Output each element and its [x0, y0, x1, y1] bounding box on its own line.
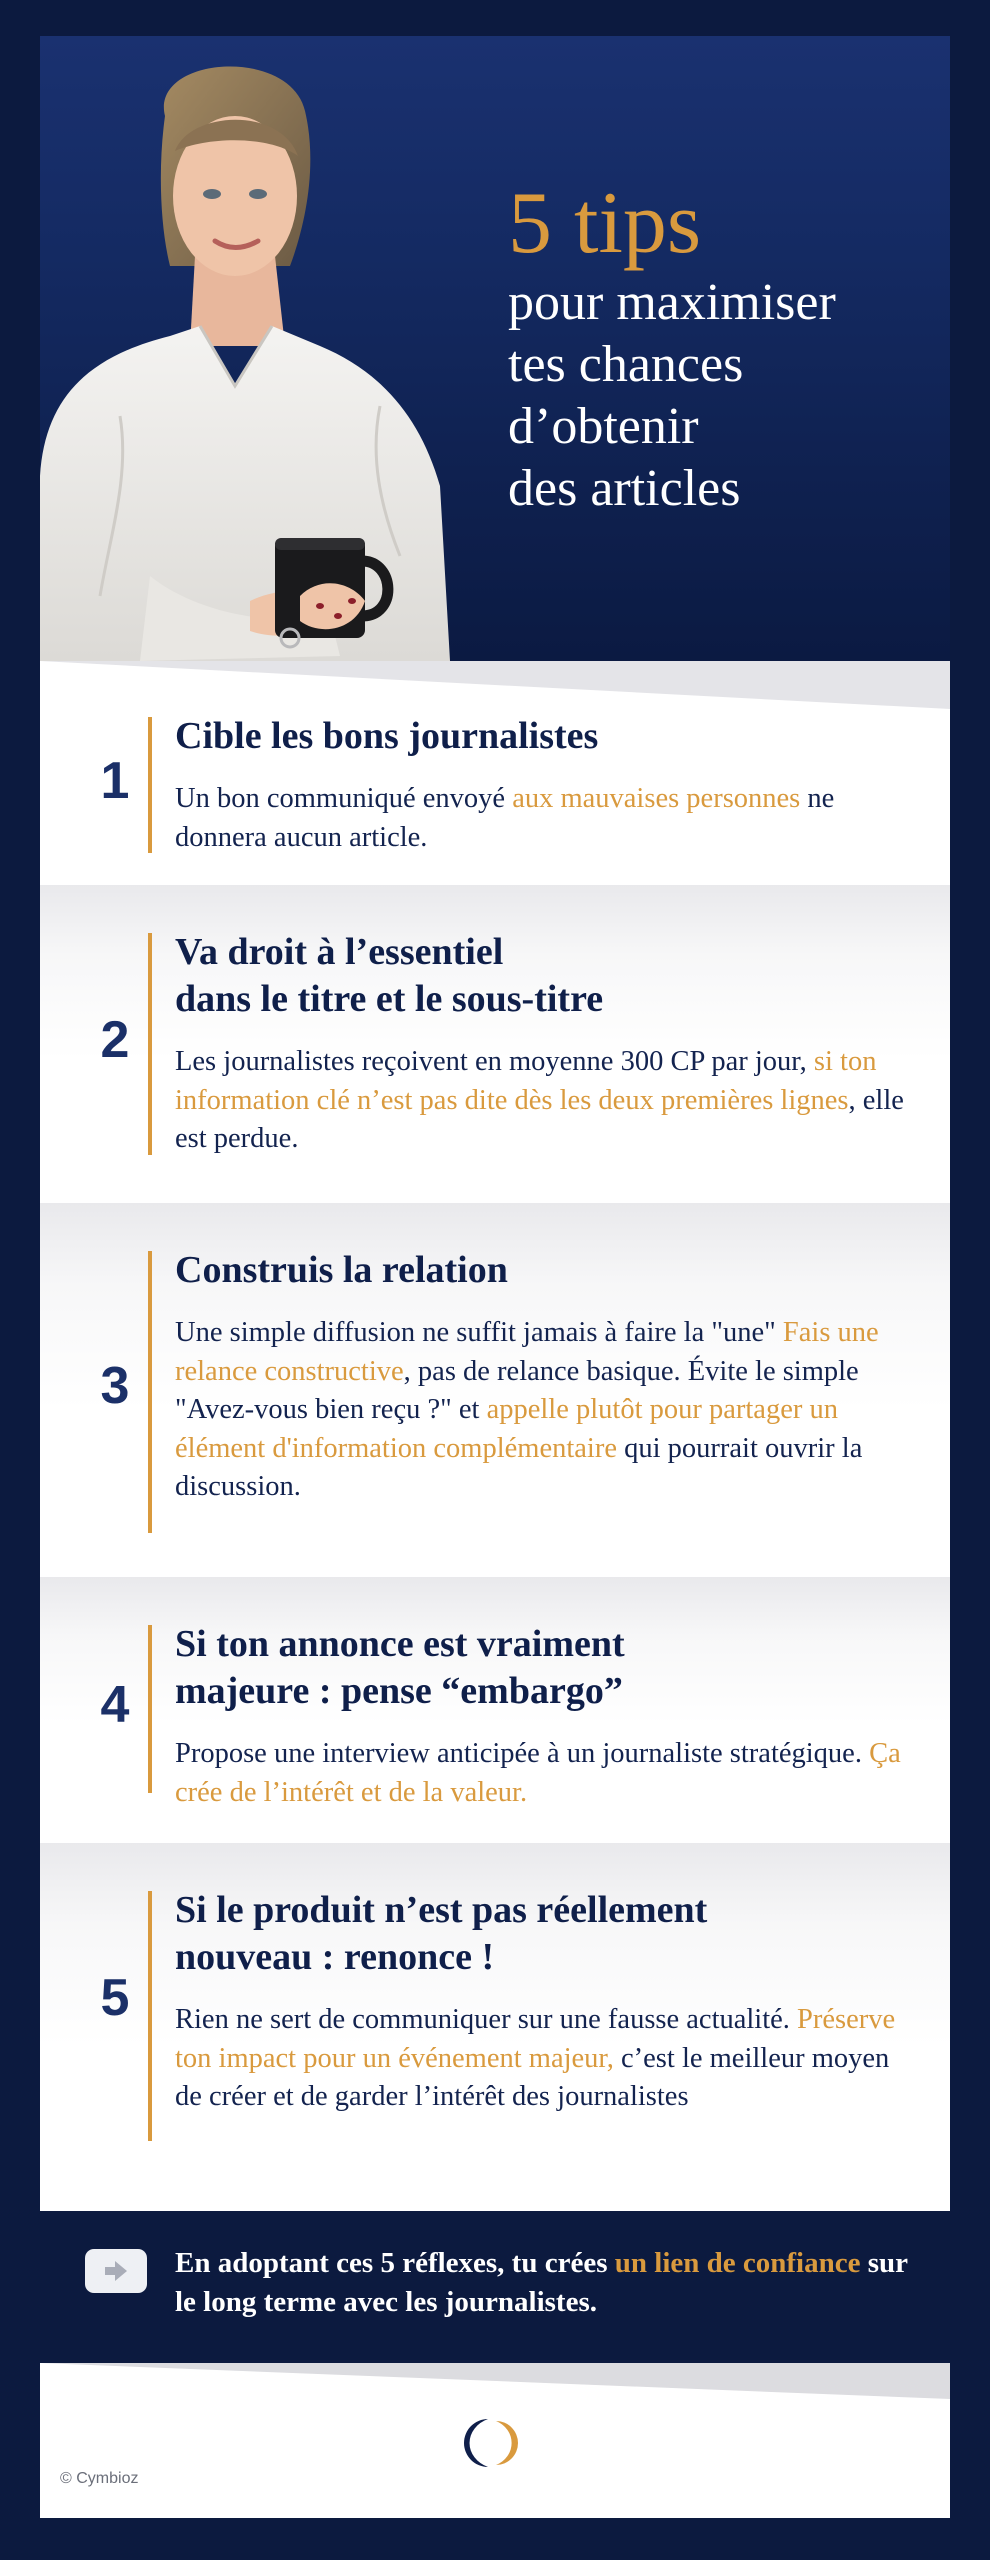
highlight-text: si ton information clé n’est pas dite dès les deux premières lignes — [175, 1046, 877, 1116]
tip-card — [40, 1843, 950, 2211]
cymbioz-logo-icon — [460, 2413, 530, 2473]
highlight-text: un lien de confiance — [614, 2247, 861, 2279]
arrow-right-icon — [85, 2249, 147, 2293]
tip-title: Construis la relation — [175, 1249, 508, 1291]
body-text: Propose une interview anticipée à un journaliste stratégique. — [175, 1738, 870, 1769]
hero-headline: 5 tips — [508, 175, 702, 272]
hero-subline: des articles — [508, 460, 741, 517]
copyright: © Cymbioz — [60, 2470, 139, 2487]
tip-content — [175, 1247, 905, 1507]
body-text: , pas de relance basique. Évite le simple "Avez-vous bien reçu ?" et — [175, 1355, 859, 1425]
tip-number: 1 — [100, 752, 130, 810]
hero-subline: tes chances — [508, 336, 744, 393]
tip-accent-bar — [148, 1625, 152, 1793]
tips-list — [40, 661, 950, 2211]
tip-card — [40, 1203, 950, 1577]
tip-content — [175, 1621, 905, 1812]
tip-number: 4 — [100, 1676, 130, 1734]
highlight-text: aux mauvaises personnes — [512, 783, 801, 814]
hero-banner — [40, 36, 950, 661]
tip-text — [175, 2001, 905, 2117]
section-slant — [40, 2363, 950, 2399]
tip-text — [175, 780, 905, 857]
body-text: Une simple diffusion ne suffit jamais à faire la "une" — [175, 1317, 783, 1348]
highlight-text: appelle plutôt pour partager un élément d'information complémentaire — [175, 1394, 838, 1464]
tip-text — [175, 1314, 905, 1507]
highlight-text: Fais une relance constructive — [175, 1317, 879, 1387]
body-text: Les journalistes reçoivent en moyenne 300 CP par jour, — [175, 1046, 814, 1077]
tip-card — [40, 1577, 950, 1843]
tip-accent-bar — [148, 717, 152, 853]
body-text: c’est le meilleur moyen de créer et de garder l’intérêt des journalistes — [175, 2042, 890, 2112]
hero-subline: d’obtenir — [508, 398, 699, 455]
body-text: ne donnera aucun article. — [175, 783, 835, 853]
body-text: Un bon communiqué envoyé — [175, 783, 513, 814]
hero-title — [508, 176, 836, 520]
tip-accent-bar — [148, 1251, 152, 1533]
tip-title: Va droit à l’essentiel dans le titre et le sous-titre — [175, 931, 604, 1020]
tip-title: Si ton annonce est vraiment majeure : pense “embargo” — [175, 1623, 625, 1712]
section-slant — [40, 661, 950, 709]
tip-title: Cible les bons journalistes — [175, 715, 599, 757]
tip-card — [40, 885, 950, 1203]
hero-subline: pour maximiser — [508, 274, 836, 331]
body-text: Rien ne sert de communiquer sur une fausse actualité. — [175, 2004, 798, 2035]
tip-accent-bar — [148, 1891, 152, 2141]
tip-card — [40, 661, 950, 885]
tip-content — [175, 713, 905, 857]
conclusion-text — [175, 2244, 915, 2322]
tip-content — [175, 929, 905, 1159]
body-text: qui pourrait ouvrir la discussion. — [175, 1432, 863, 1502]
footer — [40, 2363, 950, 2518]
tip-text — [175, 1735, 905, 1812]
body-text: , elle est perdue. — [175, 1084, 904, 1154]
tip-number: 5 — [100, 1969, 130, 2027]
tip-title: Si le produit n’est pas réellement nouveau : renonce ! — [175, 1889, 708, 1978]
body-text: En adoptant ces 5 réflexes, tu crées — [175, 2247, 615, 2279]
body-text: sur le long terme avec les journalistes. — [175, 2247, 908, 2318]
highlight-text: Préserve ton impact pour un événement majeur, — [175, 2004, 896, 2074]
tip-number: 3 — [100, 1357, 130, 1415]
tip-text — [175, 1043, 905, 1159]
highlight-text: Ça crée de l’intérêt et de la valeur. — [175, 1738, 901, 1808]
infographic — [40, 36, 950, 2518]
portrait-photo — [0, 56, 525, 661]
tip-number: 2 — [100, 1011, 130, 1069]
tip-accent-bar — [148, 933, 152, 1155]
tip-content — [175, 1887, 905, 2117]
conclusion — [40, 2211, 950, 2363]
